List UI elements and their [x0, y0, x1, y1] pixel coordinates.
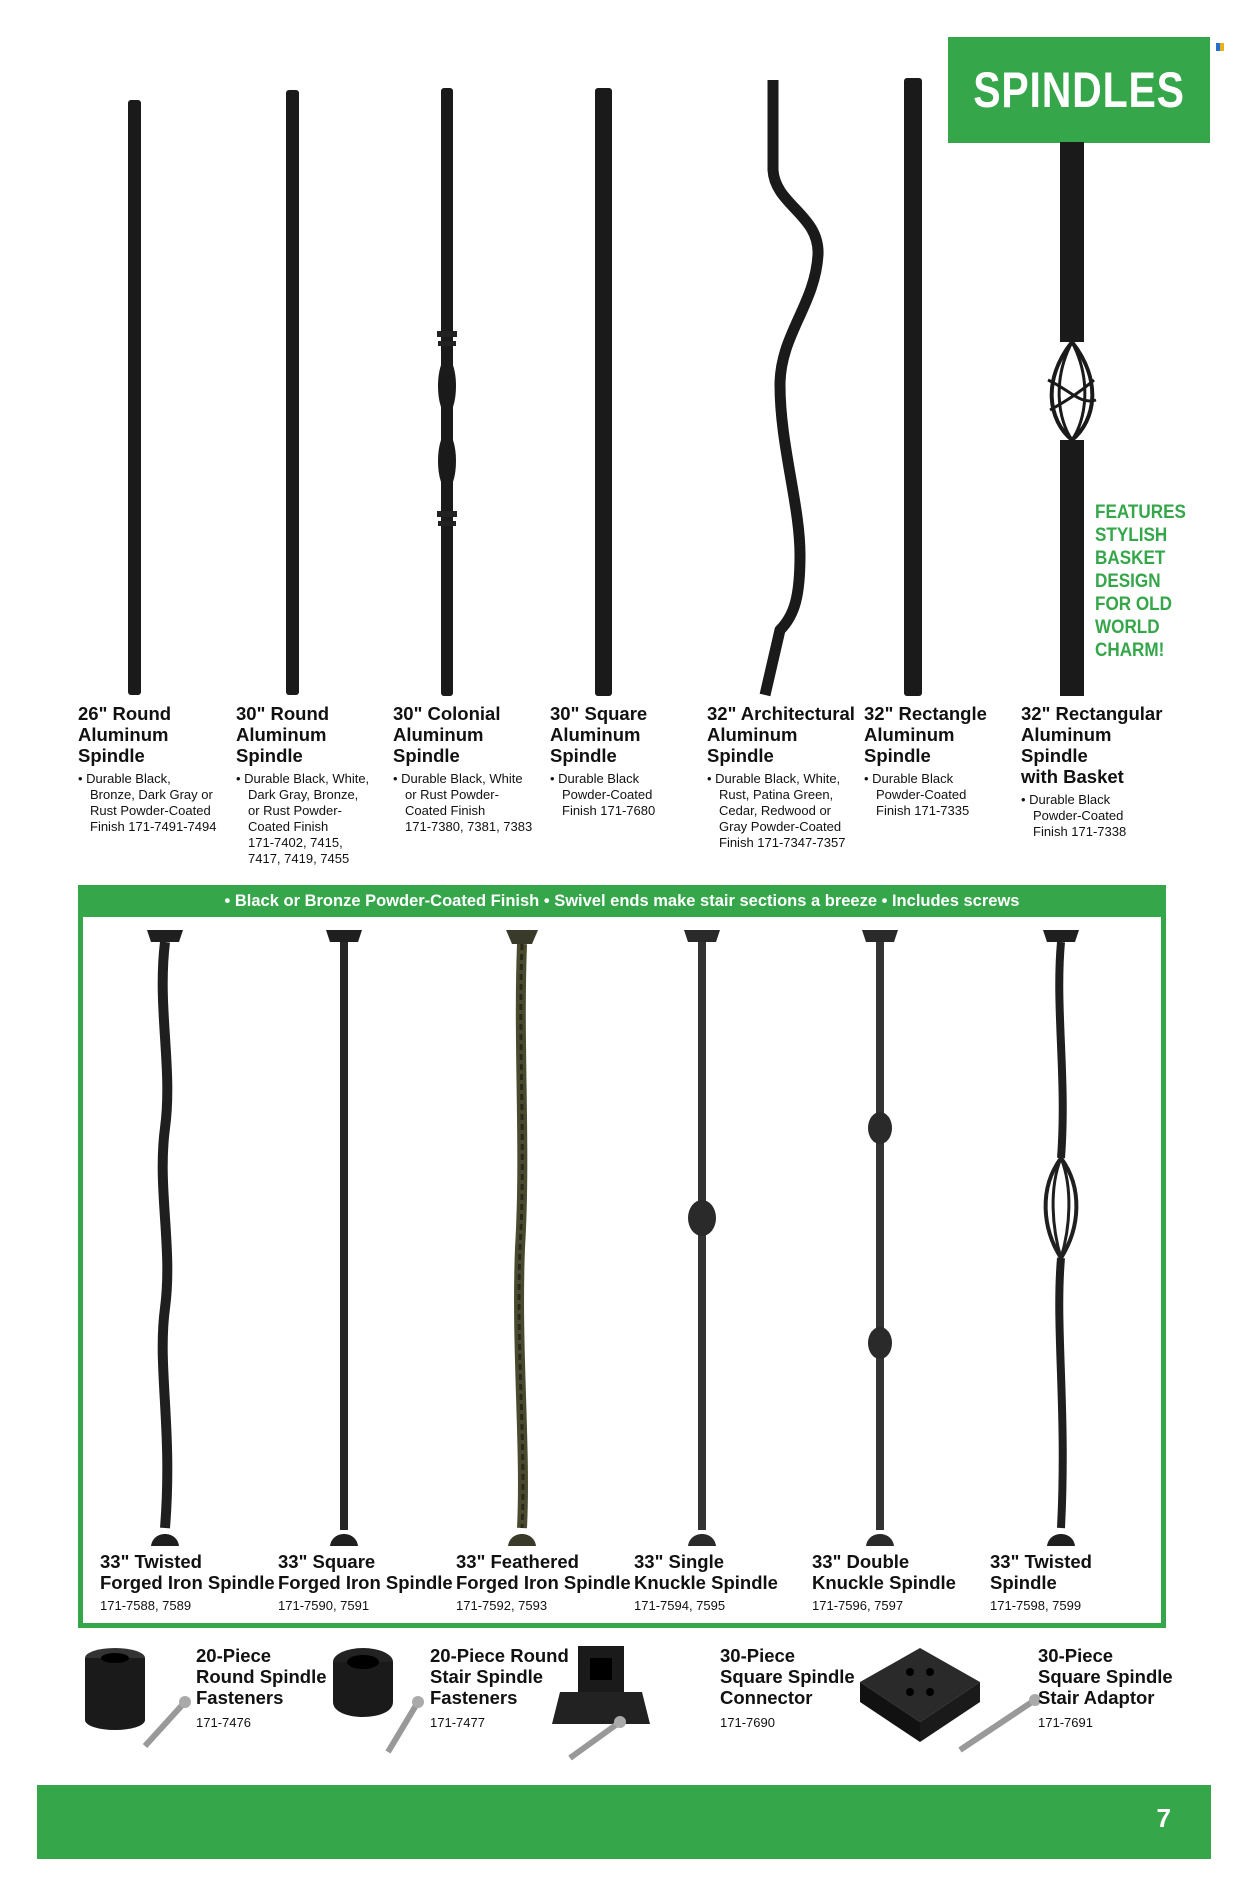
square-spindle-image — [595, 88, 612, 696]
round-spindle-image — [286, 90, 299, 695]
round-stair-fastener-image — [318, 1642, 438, 1757]
basket-spindle-image — [1040, 140, 1104, 698]
colonial-spindle-image — [430, 86, 464, 698]
iron-spindles-section — [78, 885, 1166, 1628]
twisted-iron-spindle-image — [143, 928, 187, 1548]
iron-features-banner: • Black or Bronze Powder-Coated Finish • Swivel ends make stair sections a breeze • Includes screws — [78, 885, 1166, 917]
iron-spindle-code: 171-7596, 7597 — [812, 1598, 904, 1613]
product-title: 30" Round Aluminum Spindle — [236, 703, 330, 766]
rectangle-spindle-image — [904, 78, 922, 696]
twisted-basket-spindle-image — [1034, 928, 1088, 1548]
iron-spindle-code: 171-7594, 7595 — [634, 1598, 726, 1613]
fastener-title: 30-Piece Square Spindle Stair Adaptor — [1038, 1645, 1173, 1708]
fastener-code: 171-7476 — [196, 1715, 251, 1730]
fastener-code: 171-7477 — [430, 1715, 485, 1730]
page-title: SPINDLES — [973, 62, 1185, 118]
round-spindle-image — [128, 100, 141, 695]
iron-spindle-code: 171-7588, 7589 — [100, 1598, 192, 1613]
product-title: 32" Rectangle Aluminum Spindle — [864, 703, 987, 766]
round-fastener-image — [75, 1642, 195, 1752]
iron-spindle-code: 171-7592, 7593 — [456, 1598, 548, 1613]
page-number: 7 — [1156, 1803, 1171, 1833]
page-header-badge — [948, 37, 1210, 143]
product-description: • Durable Black, White or Rust Powder- Coated Finish 171-7380, 7381, 7383 — [393, 771, 533, 834]
product-title: 30" Square Aluminum Spindle — [550, 703, 648, 766]
double-knuckle-spindle-image — [858, 928, 902, 1548]
feature-line: FOR OLD — [1095, 594, 1172, 615]
single-knuckle-spindle-image — [680, 928, 724, 1548]
fastener-code: 171-7691 — [1038, 1715, 1093, 1730]
iron-spindle-title: 33" Square Forged Iron Spindle — [278, 1551, 453, 1593]
feature-line: CHARM! — [1095, 640, 1165, 661]
product-description: • Durable Black Powder-Coated Finish 171-7335 — [864, 771, 970, 818]
iron-spindle-code: 171-7598, 7599 — [990, 1598, 1082, 1613]
fastener-code: 171-7690 — [720, 1715, 775, 1730]
iron-spindle-title: 33" Twisted Spindle — [990, 1551, 1092, 1593]
product-description: • Durable Black Powder-Coated Finish 171-7680 — [550, 771, 656, 818]
feature-line: STYLISH — [1095, 525, 1168, 546]
iron-spindle-title: 33" Twisted Forged Iron Spindle — [100, 1551, 275, 1593]
feature-line: BASKET — [1095, 548, 1166, 569]
page-footer — [37, 1785, 1211, 1859]
product-title: 32" Architectural Aluminum Spindle — [707, 703, 855, 766]
product-title: 32" Rectangular Aluminum Spindle with Basket — [1021, 703, 1163, 787]
iron-spindle-code: 171-7590, 7591 — [278, 1598, 370, 1613]
feature-line: DESIGN — [1095, 571, 1161, 592]
iron-spindle-title: 33" Feathered Forged Iron Spindle — [456, 1551, 631, 1593]
feature-line: FEATURES — [1095, 502, 1186, 523]
iron-spindle-title: 33" Double Knuckle Spindle — [812, 1551, 956, 1593]
square-iron-spindle-image — [322, 928, 366, 1548]
fastener-title: 20-Piece Round Spindle Fasteners — [196, 1645, 327, 1708]
fastener-title: 20-Piece Round Stair Spindle Fasteners — [430, 1645, 569, 1708]
feathered-iron-spindle-image — [500, 928, 544, 1548]
product-description: • Durable Black, White, Dark Gray, Bronze, or Rust Powder- Coated Finish 171-7402, 7415, 7417, 7419, 7455 — [236, 771, 370, 866]
feature-line: WORLD — [1095, 617, 1160, 638]
iron-spindle-title: 33" Single Knuckle Spindle — [634, 1551, 778, 1593]
product-description: • Durable Black, Bronze, Dark Gray or Rust Powder-Coated Finish 171-7491-7494 — [78, 771, 217, 834]
product-description: • Durable Black Powder-Coated Finish 171-7338 — [1021, 792, 1127, 839]
color-swatch-icon — [1216, 38, 1226, 46]
product-title: 30" Colonial Aluminum Spindle — [393, 703, 501, 766]
architectural-spindle-image — [740, 75, 850, 700]
square-stair-adaptor-image — [850, 1642, 1040, 1757]
product-description: • Durable Black, White, Rust, Patina Green, Cedar, Redwood or Gray Powder-Coated Finish 171-7347-7357 — [707, 771, 846, 850]
product-title: 26" Round Aluminum Spindle — [78, 703, 172, 766]
feature-callout — [1095, 501, 1203, 662]
fastener-title: 30-Piece Square Spindle Connector — [720, 1645, 855, 1708]
